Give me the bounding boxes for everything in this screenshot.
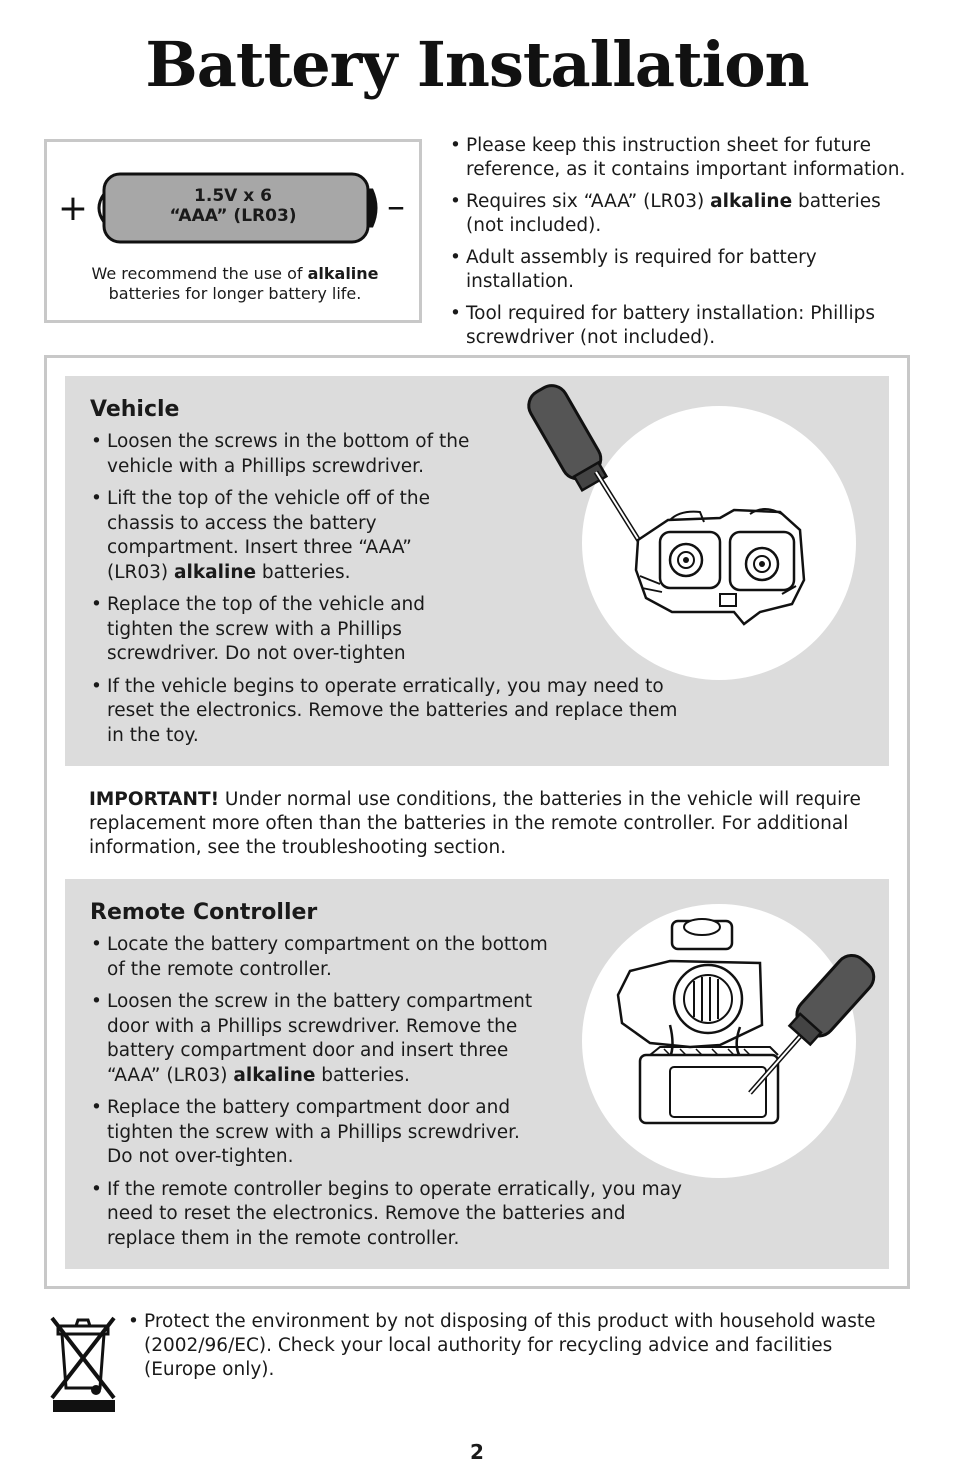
alkaline-recommendation — [60, 264, 410, 304]
item-text-end: batteries (not included). — [466, 191, 881, 236]
item-text-end: batteries. — [256, 561, 351, 583]
remote-steps-list — [91, 933, 691, 1259]
list-item — [450, 134, 920, 182]
recommend-text: We recommend the use of — [91, 264, 308, 283]
item-text: Replace the top of the vehicle and tighten the screw with a Phillips screwdriver. Do not over-tighten — [107, 594, 426, 664]
item-text: If the remote controller begins to operate erratically, you may need to reset the electronics. Remove the batteries and replace them in the remote controller. — [107, 1178, 682, 1249]
page-number: 2 — [470, 1440, 484, 1464]
list-item — [91, 430, 487, 479]
list-item — [91, 1096, 527, 1170]
item-text: Lift the top of the vehicle off of the chassis to access the battery compartment. Insert three “AAA” (LR03) — [107, 488, 430, 583]
page-title: Battery Installation — [145, 28, 809, 101]
important-text: Under normal use conditions, the batteries in the vehicle will require replacement more often than the batteries in the remote controller. For additional information, see the troubleshooting section. — [89, 789, 861, 858]
vehicle-heading: Vehicle — [90, 397, 180, 422]
vehicle-steps-list — [91, 430, 691, 756]
recommend-text-end: batteries for longer battery life. — [108, 284, 362, 303]
item-text: Tool required for battery installation: Phillips screwdriver (not included). — [466, 303, 876, 348]
item-text: If the vehicle begins to operate erratically, you may need to reset the electronics. Remove the batteries and replace them in the toy. — [107, 675, 678, 746]
item-text: Requires six “AAA” (LR03) — [466, 191, 711, 212]
remote-heading: Remote Controller — [90, 900, 318, 925]
item-text-end: batteries. — [315, 1064, 410, 1086]
battery-minus-symbol: – — [387, 186, 405, 227]
item-text: Adult assembly is required for battery installation. — [466, 247, 817, 292]
list-item — [128, 1310, 888, 1382]
item-text: Replace the battery compartment door and tighten the screw with a Phillips screwdriver. Do not over-tighten. — [107, 1097, 520, 1167]
item-text: Please keep this instruction sheet for future reference, as it contains important information. — [466, 135, 906, 180]
item-bold: alkaline — [710, 191, 793, 212]
list-item — [450, 302, 920, 350]
item-text: Loosen the screw in the battery compartment door with a Phillips screwdriver. Remove the battery compartment door and insert three “AAA” (LR03) — [107, 991, 533, 1086]
environment-text: Protect the environment by not disposing of this product with household waste (2002/96/EC). Check your local authority for recycling advice and facilities (Europe only). — [144, 1311, 876, 1380]
list-item — [91, 487, 437, 585]
battery-label-voltage: 1.5V x 6 — [194, 186, 272, 206]
important-note — [89, 788, 869, 860]
item-text: Loosen the screws in the bottom of the vehicle with a Phillips screwdriver. — [107, 431, 470, 477]
list-item — [91, 593, 437, 667]
environment-notice — [128, 1310, 888, 1390]
list-item — [91, 990, 537, 1088]
list-item — [91, 675, 697, 749]
recommend-bold: alkaline — [307, 264, 379, 283]
item-text: Locate the battery compartment on the bottom of the remote controller. — [107, 934, 548, 980]
battery-label — [108, 186, 358, 226]
important-label: IMPORTANT! — [89, 789, 220, 810]
list-item — [91, 933, 557, 982]
item-bold: alkaline — [174, 561, 257, 583]
top-notes-list — [450, 134, 920, 358]
list-item — [450, 190, 920, 238]
item-bold: alkaline — [233, 1064, 316, 1086]
list-item — [91, 1178, 682, 1252]
battery-label-type: “AAA” (LR03) — [169, 206, 297, 226]
crossed-out-wheelie-bin-icon — [48, 1312, 118, 1416]
list-item — [450, 246, 920, 294]
battery-plus-symbol: + — [58, 188, 89, 229]
